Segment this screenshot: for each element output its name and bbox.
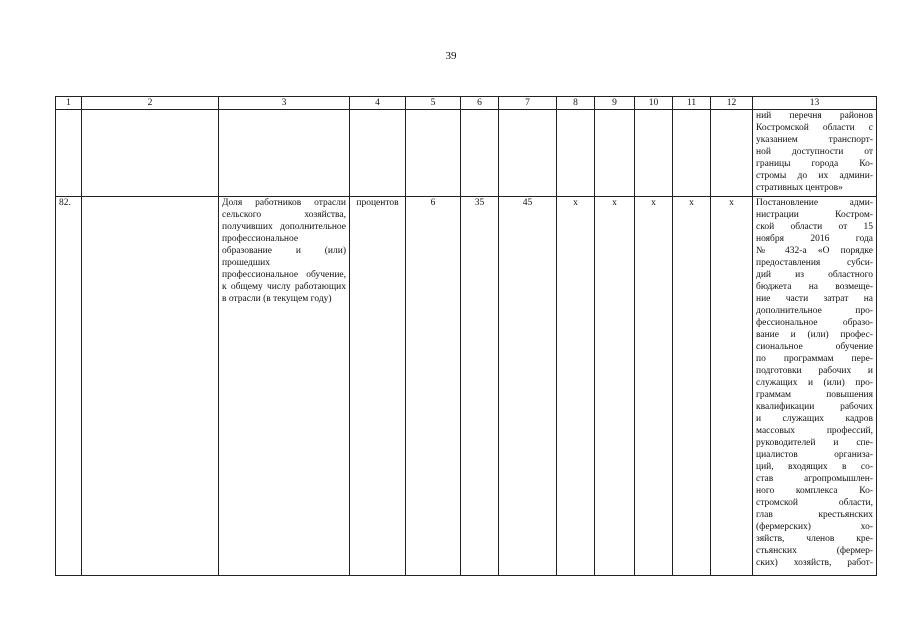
legal-basis-line: сиональное обучение — [756, 342, 873, 352]
legal-basis-line: массовых профессий, — [756, 426, 873, 436]
legal-basis-line: служащих и (или) про- — [756, 378, 873, 388]
legal-basis-line: стративных центров» — [756, 183, 843, 193]
page-number: 39 — [445, 50, 457, 62]
legal-basis-line: дополнительное про- — [756, 306, 873, 316]
cell-empty — [499, 110, 557, 197]
column-number: 8 — [557, 97, 595, 110]
cell-empty — [82, 197, 219, 576]
table-row-continuation — [56, 110, 877, 197]
legal-basis-line: бюджета на возмеще- — [756, 282, 873, 292]
column-number: 12 — [711, 97, 753, 110]
legal-basis-line: по программам пере- — [756, 354, 873, 364]
column-number: 4 — [350, 97, 406, 110]
column-number: 2 — [82, 97, 219, 110]
column-number: 1 — [56, 97, 82, 110]
unit-of-measure: процентов — [350, 197, 406, 576]
value-col-10: х — [635, 197, 673, 576]
row-number: 82. — [56, 197, 82, 576]
column-number: 5 — [406, 97, 461, 110]
cell-empty — [219, 110, 350, 197]
column-number: 3 — [219, 97, 350, 110]
value-col-6: 35 — [461, 197, 499, 576]
column-number: 9 — [595, 97, 635, 110]
legal-basis-line: и служащих кадров — [756, 414, 873, 424]
legal-basis-line: ций, входящих в со- — [756, 462, 873, 472]
column-number: 7 — [499, 97, 557, 110]
indicators-table — [55, 96, 877, 576]
value-col-7: 45 — [499, 197, 557, 576]
cell-empty — [350, 110, 406, 197]
legal-basis-line: указанием транспорт- — [756, 135, 873, 145]
legal-basis-line: нистрации Костром- — [756, 210, 873, 220]
cell-empty — [461, 110, 499, 197]
table-row-82 — [56, 197, 877, 576]
value-col-5: 6 — [406, 197, 461, 576]
legal-basis-line: № 432-а «О порядке — [756, 246, 873, 256]
legal-basis-line: дий из областного — [756, 270, 873, 280]
legal-basis-line: стромской области, — [756, 498, 873, 508]
cell-empty — [406, 110, 461, 197]
column-number: 6 — [461, 97, 499, 110]
cell-empty — [711, 110, 753, 197]
legal-basis-line: ного комплекса Ко- — [756, 486, 873, 496]
cell-empty — [557, 110, 595, 197]
legal-basis-line: ноября 2016 года — [756, 234, 873, 244]
legal-basis-line: граммам повышения — [756, 390, 873, 400]
column-number-row — [56, 97, 877, 110]
cell-empty — [635, 110, 673, 197]
legal-basis-line: квалификации рабочих — [756, 402, 873, 412]
legal-basis-line: ние части затрат на — [756, 294, 873, 304]
legal-basis-line: границы города Ко- — [756, 159, 873, 169]
value-col-8: х — [557, 197, 595, 576]
legal-basis-line: ний перечня районов — [756, 111, 873, 121]
column-number: 13 — [753, 97, 877, 110]
value-col-11: х — [673, 197, 711, 576]
legal-basis-line: Постановление адми- — [756, 198, 873, 208]
legal-basis-line: ной доступности от — [756, 147, 873, 157]
legal-basis-line: Костромской области с — [756, 123, 873, 133]
legal-basis-line: зяйств, членов кре- — [756, 534, 873, 544]
column-number: 10 — [635, 97, 673, 110]
legal-basis-line: подготовки рабочих и — [756, 366, 873, 376]
legal-basis-cell — [753, 197, 877, 576]
legal-basis-line: ской области от 15 — [756, 222, 873, 232]
legal-basis-line: стьянских (фермер- — [756, 546, 873, 556]
legal-basis-line: руководителей и спе- — [756, 438, 873, 448]
legal-basis-line: ских) хозяйств, работ- — [756, 558, 873, 568]
value-col-12: х — [711, 197, 753, 576]
legal-basis-cell — [753, 110, 877, 197]
legal-basis-line: глав крестьянских — [756, 510, 873, 520]
legal-basis-line: циалистов организа- — [756, 450, 873, 460]
cell-empty — [673, 110, 711, 197]
cell-empty — [82, 110, 219, 197]
legal-basis-line: вание и (или) профес- — [756, 330, 873, 340]
legal-basis-line: став агропромышлен- — [756, 474, 873, 484]
cell-empty — [595, 110, 635, 197]
value-col-9: х — [595, 197, 635, 576]
column-number: 11 — [673, 97, 711, 110]
legal-basis-line: предоставления субси- — [756, 258, 873, 268]
indicator-name: Доля работников отрасли сельского хозяйства, получивших дополнительное профессиональное образование и (или) прошедших профессиональное обучение, к общему числу работающих в отрасли (в текущем году) — [219, 197, 350, 576]
legal-basis-line: (фермерских) хо- — [756, 522, 873, 532]
legal-basis-line: стромы до их админи- — [756, 171, 873, 181]
cell-empty — [56, 110, 82, 197]
legal-basis-line: фессиональное образо- — [756, 318, 873, 328]
